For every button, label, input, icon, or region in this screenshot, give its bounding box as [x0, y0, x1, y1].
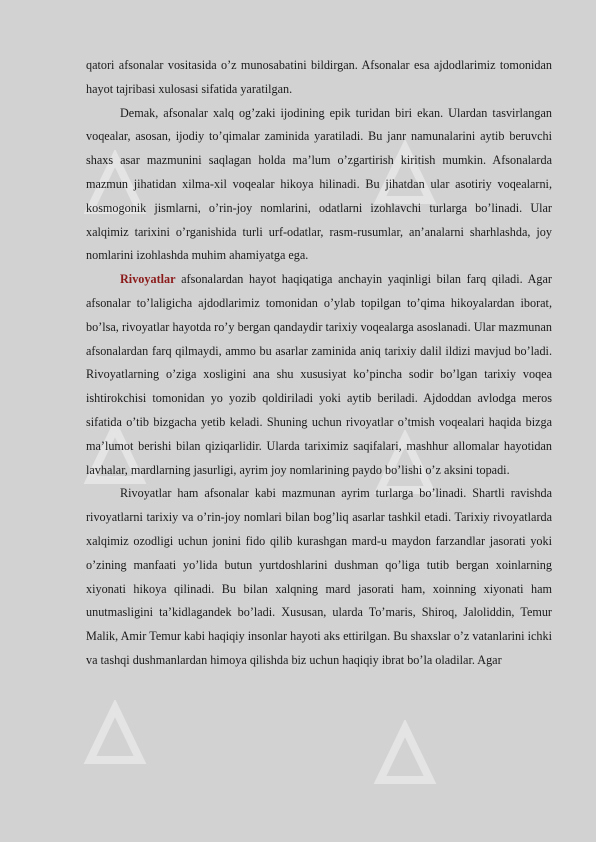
paragraph: qatori afsonalar vositasida o’z munosabatini bildirgan. Afsonalar esa ajdodlarimiz tomonidan hayot tajribasi xulosasi sifatida yaratilgan. — [86, 58, 552, 96]
watermark-mark — [80, 700, 150, 770]
paragraph: Demak, afsonalar xalq og’zaki ijodining epik turidan biri ekan. Ulardan tasvirlangan voqealar, asosan, ijodiy to’qimalar zaminida yaratiladi. Bu janr namunalarini aytib beruvchi shaxs asar mazmunini saqlagan holda ma’lum o’zgartirish kiritish mumkin. Afsonalarda mazmun jihatidan xilma-xil voqealar hikoya hilinadi. Bu jihatdan ular asotiriy voqealarni, kosmogonik jismlarni, o’rin-joy nomlarini, odatlarni izohlavchi turlarga bo’linadi. Ular xalqimiz tarixini o’rganishida turli urf-odatlar, rasm-rusumlar, an’analarni sharhlashda, joy nomlarini izohlashda muhim ahamiyatga ega. — [86, 105, 552, 263]
document-body — [86, 54, 552, 673]
paragraph: Rivoyatlar ham afsonalar kabi mazmunan ayrim turlarga bo’linadi. Shartli ravishda rivoyatlarni tarixiy va o’rin-joy nomlari bilan bog’liq asarlar tashkil etadi. Tarixiy rivoyatlarda xalqimiz ozodligi uchun jonini fido qilib kurashgan mard-u maydon farzandlar jasorati yoki o’zining manfaati yo’lida butun yurtdoshlarini dushman qo’liga tutib bergan xoinlarning xiyonati hikoya qilinadi. Bu bilan xalqning mard jasorati ham, xoinning xiyonati ham unutmasligini ta’kidlagandek bo’ladi. Xususan, ularda To’maris, Shiroq, Jaloliddin, Temur Malik, Amir Temur kabi haqiqiy insonlar hayoti aks ettirilgan. Bu shaxslar o’z vatanlarini ichki va tashqi dushmanlardan himoya qilishda biz uchun haqiqiy ibrat bo’la oladilar. Agar — [86, 486, 552, 667]
watermark-mark — [370, 720, 440, 790]
paragraph — [86, 268, 552, 482]
paragraph-text: afsonalardan hayot haqiqatiga anchayin yaqinligi bilan farq qiladi. Agar afsonalar to’laligicha ajdodlarimiz tomonidan o’ylab topilgan to’qima hikoyalardan iborat, bo’lsa, rivoyatlar hayotda ro’y bergan qandaydir tarixiy voqealarga asoslanadi. Ular mazmunan afsonalardan farq qilmaydi, ammo bu asarlar zaminida aniq tarixiy dalil ildizi mavjud bo’ladi. Rivoyatlarning o’ziga xosligini ana shu xususiyat ko’pincha sodir bo’lgan tarixiy voqea ishtirokchisi tomonidan yo yozib qoldiriladi yoki aytib beriladi. Ajdoddan avlodga meros sifatida o’tib bizgacha yetib keladi. Shuning uchun rivoyatlar o’tmish voqealari haqida bizga ma’lumot berishi bilan qiziqarlidir. Ularda tariximiz saqifalari, mashhur allomalar hayotidan lavhalar, mardlarning jasurligi, ayrim joy nomlarining paydo bo’lishi o’z aksini topadi. — [86, 272, 552, 477]
highlighted-term: Rivoyatlar — [120, 272, 176, 287]
